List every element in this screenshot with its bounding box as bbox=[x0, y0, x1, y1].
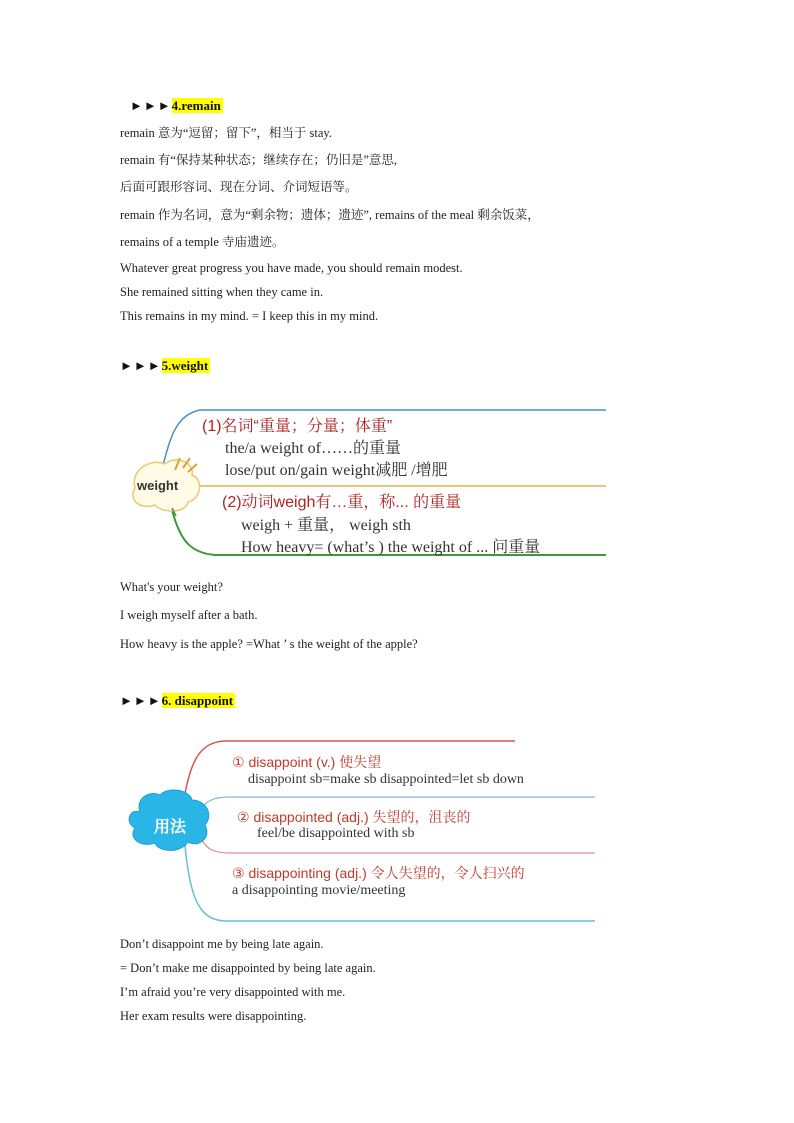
example-sentence: She remained sitting when they came in. bbox=[120, 285, 324, 299]
branch-adj2-line: a disappointing movie/meeting bbox=[232, 883, 406, 898]
branch-verb-line: disappoint sb=make sb disappointed=let sb down bbox=[248, 772, 524, 787]
triangle-marker-icon: ►►► bbox=[120, 358, 162, 373]
example-sentence: This remains in my mind. = I keep this in my mind. bbox=[120, 309, 379, 323]
example-sentence: Her exam results were disappointing. bbox=[120, 1009, 307, 1023]
heading-text: 5.weight bbox=[161, 358, 209, 373]
map-center-label: weight bbox=[137, 478, 179, 493]
text-line: remain 意为“逗留；留下”，相当于 stay. bbox=[120, 126, 333, 140]
example-sentence: I weigh myself after a bath. bbox=[120, 608, 258, 622]
branch-verb-title: ① disappoint (v.) 使失望 bbox=[232, 754, 382, 770]
branch-noun-title: (1)名词“重量；分量；体重” bbox=[202, 418, 393, 435]
branch-verb-line: How heavy= (what’s ) the weight of ... 问重量 bbox=[241, 539, 541, 556]
example-sentence: = Don’t make me disappointed by being late again. bbox=[120, 961, 376, 975]
text-line: remain 作为名词，意为“剩余物；遗体；遗迹”, remains of the meal 剩余饭菜， bbox=[120, 208, 540, 222]
text-line: 后面可跟形容词、现在分词、介词短语等。 bbox=[120, 180, 358, 194]
triangle-marker-icon: ►►► bbox=[120, 693, 162, 708]
branch-verb-line: weigh + 重量， weigh sth bbox=[241, 517, 411, 534]
example-sentence: How heavy is the apple? =What ’ s the weight of the apple? bbox=[120, 637, 418, 651]
branch-verb-title: (2)动词weigh有…重，称... 的重量 bbox=[222, 494, 462, 511]
example-sentence: I’m afraid you’re very disappointed with me. bbox=[120, 985, 346, 999]
text-line: remain 有“保持某种状态；继续存在；仍旧是”意思, bbox=[120, 153, 398, 167]
heading-text: 6. disappoint bbox=[161, 693, 234, 708]
branch-noun-line: the/a weight of……的重量 bbox=[225, 440, 401, 457]
text-line: remains of a temple 寺庙遗迹。 bbox=[120, 235, 285, 249]
branch-adj2-title: ③ disappointing (adj.) 令人失望的，令人扫兴的 bbox=[232, 865, 525, 881]
branch-noun-line: lose/put on/gain weight减肥 /增肥 bbox=[225, 462, 448, 479]
example-sentence: Don’t disappoint me by being late again. bbox=[120, 937, 324, 951]
branch-adj1-title: ② disappointed (adj.) 失望的，沮丧的 bbox=[237, 809, 471, 825]
heading-text: 4.remain bbox=[171, 98, 221, 113]
branch-adj1-line: feel/be disappointed with sb bbox=[257, 826, 415, 841]
map-center-label: 用法 bbox=[154, 819, 187, 836]
example-sentence: Whatever great progress you have made, you should remain modest. bbox=[120, 261, 463, 275]
example-sentence: What's your weight? bbox=[120, 580, 223, 594]
triangle-marker-icon: ►►► bbox=[130, 98, 172, 113]
